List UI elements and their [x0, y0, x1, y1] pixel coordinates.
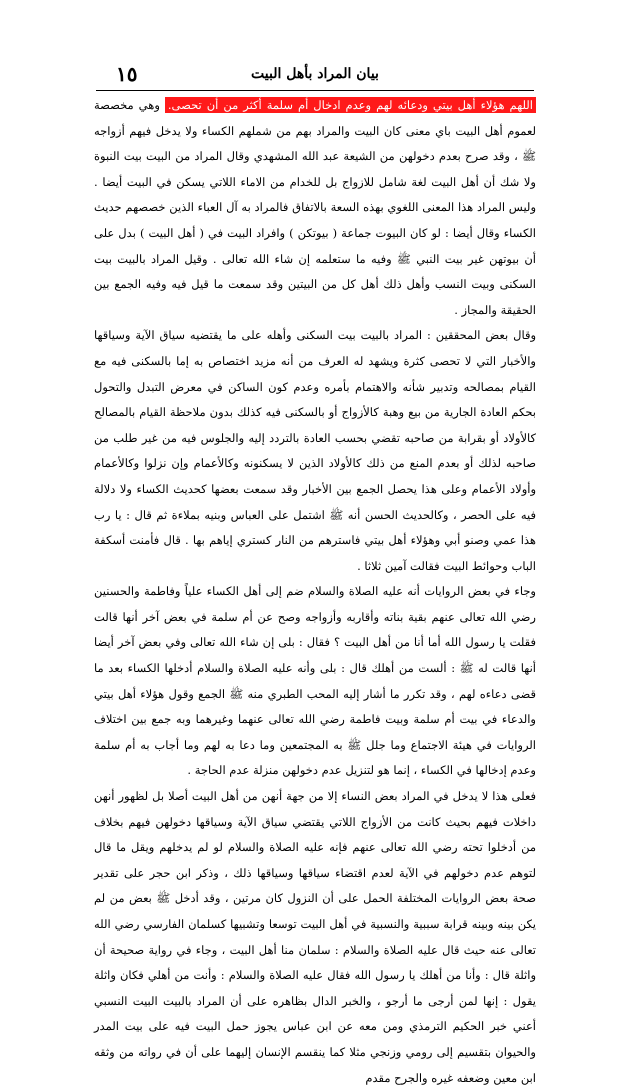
paragraph-text: باي معنى كان البيت والمراد بهم من شملهم الكساء ولا يدخل فيهم أزواجه ﷺ ، وقد صرح بعدم دخولهن من الشيعة عبد الله المشهدي وقال المراد من البيت بيت النبوة ولا شك أن أهل البيت لغة شامل للازواج بل للخدام من الاماء اللاتي يسكن في البيت أيضا . وليس المراد هذا المعنى اللغوي بهذه السعة بالاتفاق فالمراد به آل العباء الذين خصصهم حديث الكساء وقال أيضا : لو كان البيوت جماعة ( بيوتكن ) وافراد البيت في ( أهل البيت ) بدل على أن بيوتهن غير بيت النبي ﷺ وفيه ما ستعلمه إن شاء الله تعالى . وقيل المراد بالبيت بيت السكنى وبيت النسب وأهل ذلك أهل كل من البيتين وقد سمعت ما قيل فيه وفيه الجمع بين الحقيقة والمجاز .: [94, 123, 536, 317]
text-body: [94, 93, 537, 1085]
running-title: بيان المراد بأهل البيت: [251, 66, 379, 82]
page-number: ١٥: [116, 62, 138, 86]
first-line-rest: وهي مخصصة لعموم أهل البيت: [94, 98, 537, 138]
page-header: [96, 60, 534, 91]
paragraph: وجاء في بعض الروايات أنه عليه الصلاة والسلام ضم إلى أهل الكساء علياً وفاطمة والحسنين رضي الله تعالى عنهم بقية بناته وأقاربه وأزواجه وصح عن أم سلمة في بعض آخر أنها قالت فقلت يا رسول الله أما أنا من أهل البيت ؟ فقال : بلى إن شاء الله تعالى وفي بعض آخر أيضا أنها قالت له ﷺ : ألست من أهلك قال : بلى وأنه عليه الصلاة والسلام أدخلها الكساء بعد ما قضى دعاءه لهم ، وقد تكرر ما أشار إليه المحب الطبري منه ﷺ الجمع وقول هؤلاء أهل بيتي والدعاء في بيت أم سلمة وبيت فاطمة رضي الله تعالى عنهما وغيرهما وبه جمع بين اختلاف الروايات في هيئة الاجتماع وما جلل ﷺ به المجتمعين وما دعا به لهم وما أجاب به أم سلمة وعدم إدخالها في الكساء ، إنما هو لتنزيل عدم دخولهن منزلة عدم الحاجة .: [94, 584, 536, 778]
paragraph: [94, 93, 536, 323]
paragraph: فعلى هذا لا يدخل في المراد بعض النساء إلا من جهة أنهن من أهل البيت أصلا بل لظهور أنهن داخلات فيهم بحيث كانت من الأزواج اللاتي يقتضي سياق الآية وسياقها دخولهن فيهم بخلاف من أدخلوا تحته رضي الله تعالى عنهم فإنه عليه الصلاة والسلام لو لم يدخلهم ويقل ما قال لتوهم عدم دخولهم في الآية لعدم اقتضاء سياقها وسياقها ذلك ، وذكر ابن حجر على تقدير صحة بعض الروايات المختلفة الحمل على أن النزول كان مرتين ، وقد أدخل ﷺ بعض من لم يكن بينه وبينه قرابة سببية والنسبية في أهل البيت توسعا وتشبيها كسلمان الفارسي رضي الله تعالى عنه حيث قال عليه الصلاة والسلام : سلمان منا أهل البيت ، وجاء في رواية صحيحة أن واثلة قال : وأنا من أهلك يا رسول الله فقال عليه الصلاة والسلام : وأنت من أهلي فكان واثلة يقول : إنها لمن أرجى ما أرجو ، والخبر الدال بظاهره على أن المراد بالبيت البيت النسبي أعني خبر الحكيم الترمذي ومن معه عن ابن عباس يجوز حمل البيت فيه على بيت المدر والحيوان بتقسيم إلى رومي وزنجي مثلا كما ينقسم الإنسان إليهما على أن في رواته من وثقه ابن معين وضعفه غيره والجرح مقدم: [94, 789, 536, 1085]
highlighted-text: اللهم هؤلاء أهل بيتي ودعائه لهم وعدم ادخال أم سلمة أكثر من أن تحصى.: [165, 97, 536, 113]
paragraph: وقال بعض المحققين : المراد بالبيت بيت السكنى وأهله على ما يقتضيه سياق الآية وسياقها والأخبار التي لا تحصى كثرة ويشهد له العرف من أنه مزيد اختصاص به إما بالسكنى فيه مع القيام بمصالحه وتدبير شأنه والاهتمام بأمره وعدم كون الساكن في معرض التبدل والتحول بحكم العادة الجارية من بيع وهبة كالأزواج أو بالسكنى فيه كذلك بدون ملاحظة القيام بالمصالح كالأولاد أو بقرابة من صاحبه تقضي بحسب العادة بالتردد إليه والجلوس فيه من غير طلب من صاحبه لذلك أو بعدم المنع من ذلك كالأولاد الذين لا يسكنونه وكالأعمام وإن نزلوا وكالأعمام وأولاد الأعمام وعلى هذا يحصل الجمع بين الأخبار وقد سمعت بعضها كحديث الكساء ولا دلالة فيه على الحصر ، وكالحديث الحسن أنه ﷺ اشتمل على العباس وبنيه بملاءة ثم قال : يا رب هذا عمي وصنو أبي وهؤلاء أهل بيتي فاسترهم من النار كستري إياهم بها . قال فأمنت أسكفة الباب وحوائط البيت فقالت آمين ثلاثا .: [94, 328, 536, 573]
